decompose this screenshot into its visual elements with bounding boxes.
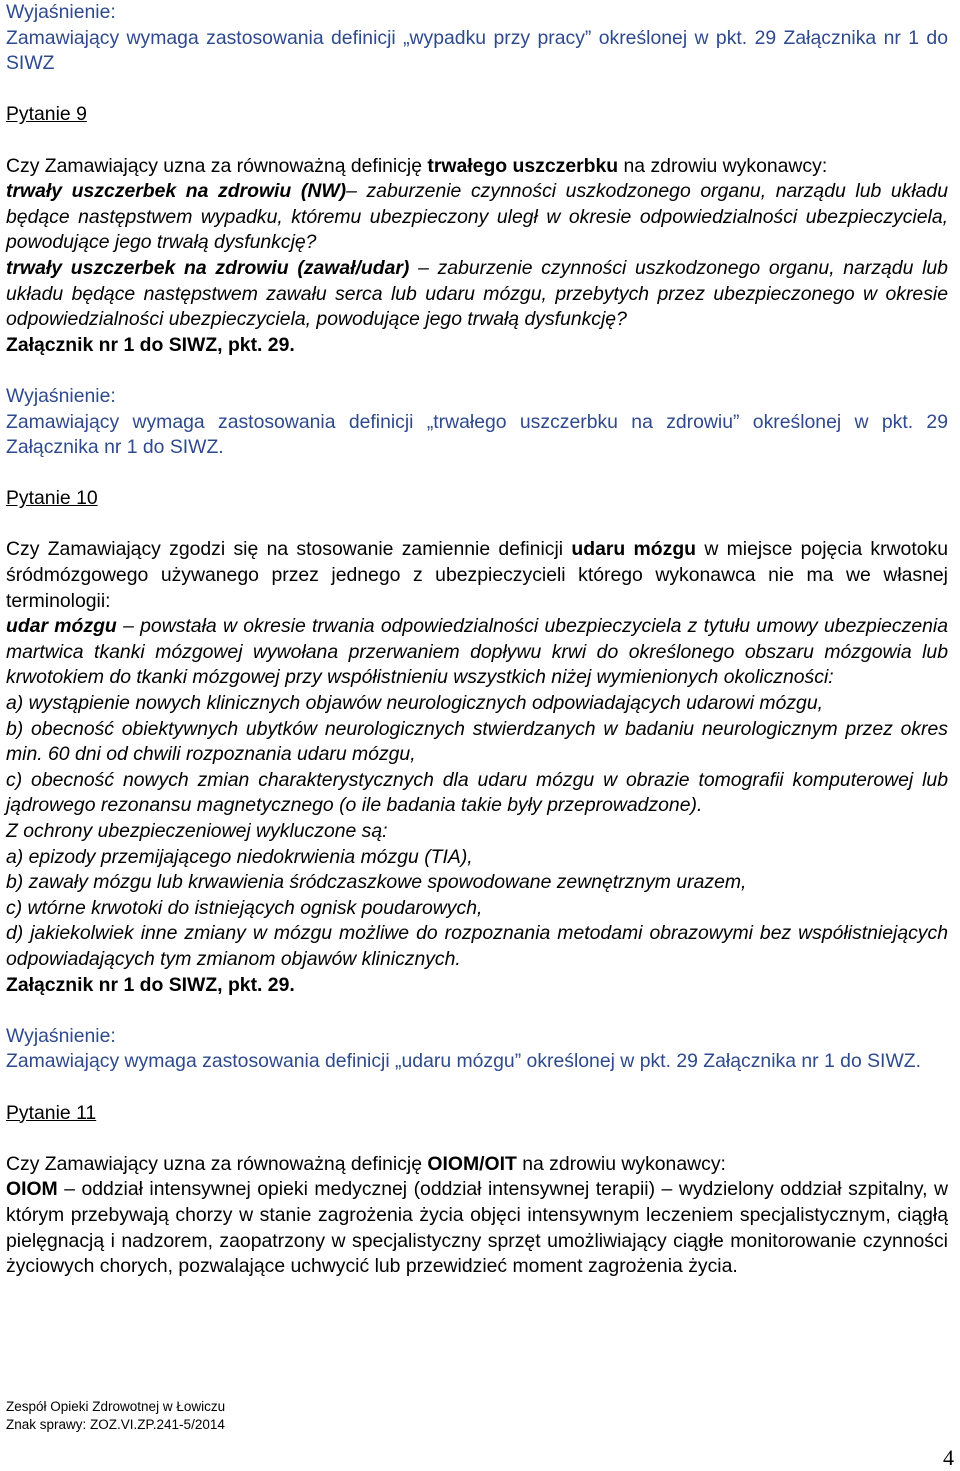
intro-text-end: na zdrowiu wykonawcy: bbox=[618, 154, 828, 177]
list-item: b) obecność obiektywnych ubytków neurologicznych stwierdzanych w badaniu neurologicznym przez okres min. 60 dni od chwili rozpoznania udaru mózgu, bbox=[6, 717, 948, 766]
intro-text: Czy Zamawiający uzna za równoważną definicję bbox=[6, 1152, 428, 1175]
explanation-label: Wyjaśnienie: bbox=[6, 384, 116, 407]
intro-text: Czy Zamawiający uzna za równoważną definicję bbox=[6, 154, 428, 177]
footer-case-number: Znak sprawy: ZOZ.VI.ZP.241-5/2014 bbox=[6, 1416, 225, 1432]
list-item: a) wystąpienie nowych klinicznych objawów neurologicznych odpowiadających udarowi mózgu, bbox=[6, 692, 823, 715]
list-item: c) obecność nowych zmian charakterystycznych dla udaru mózgu w obrazie tomografii komputerowej lub jądrowego rezonansu magnetycznego (o ile badania takie były przeprowadzone). bbox=[6, 768, 948, 817]
question-intro bbox=[6, 154, 948, 180]
attachment-reference: Załącznik nr 1 do SIWZ, pkt. 29. bbox=[6, 333, 295, 356]
definition-term: trwały uszczerbek na zdrowiu (zawał/udar) bbox=[6, 256, 410, 279]
question-heading-text: Pytanie 10 bbox=[6, 487, 98, 510]
intro-bold-term: trwałego uszczerbku bbox=[427, 154, 619, 177]
exclusion-item: c) wtórne krwotoki do istniejących ognisk poudarowych, bbox=[6, 896, 483, 919]
exclusion-item: a) epizody przemijającego niedokrwienia mózgu (TIA), bbox=[6, 845, 473, 868]
question-heading bbox=[6, 486, 948, 512]
definition-body: – oddział intensywnej opieki medycznej (oddział intensywnej terapii) – wydzielony oddział szpitalny, w którym przebywają chorzy w stanie zagrożenia życia objęci intensywnym leczeniem specjalistycznym, ciągłą pielęgnacją i nadzorem, zaopatrzony w specjalistyczny sprzęt umożliwiający ciągłe monitorowanie czynności życiowych chorych, pozwalające uchwycić lub przewidzieć moment zagrożenia życia. bbox=[6, 1178, 948, 1278]
page-number: 4 bbox=[943, 1445, 954, 1470]
definition-body: – zaburzenie czynności uszkodzonego organu, narządu lub układu będące następstwem zawału serca lub udaru mózgu, przebytych przez ubezpieczonego w okresie odpowiedzialności ubezpieczyciela, powodujące jego trwałą dysfunkcję? bbox=[6, 256, 948, 331]
attachment-reference: Załącznik nr 1 do SIWZ, pkt. 29. bbox=[6, 973, 295, 996]
intro-text: Czy Zamawiający zgodzi się na stosowanie zamiennie definicji bbox=[6, 538, 572, 561]
explanation-text: Zamawiający wymaga zastosowania definicji „wypadku przy pracy” określonej w pkt. 29 Załącznika nr 1 do SIWZ bbox=[6, 26, 948, 75]
exclusion-item: d) jakiekolwiek inne zmiany w mózgu możliwe do rozpoznania metodami obrazowymi bez współistniejących odpowiadających tym zmianom objawów klinicznych. bbox=[6, 922, 948, 970]
definition-body: – powstała w okresie trwania odpowiedzialności ubezpieczyciela z tytułu umowy ubezpieczenia martwica tkanki mózgowej wywołana przerwaniem dopływu krwi do określonego obszaru mózgowia lub krwotokiem do tkanki mózgowej przy współistnieniu wszystkich niżej wymienionych okoliczności: bbox=[6, 615, 948, 689]
explanation-label: Wyjaśnienie: bbox=[6, 1024, 116, 1047]
definition-oiom bbox=[6, 1177, 948, 1279]
explanation-label: Wyjaśnienie: bbox=[6, 1, 116, 23]
question-heading bbox=[6, 102, 948, 128]
definition-udar bbox=[6, 614, 948, 691]
definition-body: – zaburzenie czynności uszkodzonego organu, narządu lub układu będące następstwem wypadku, któremu ubezpieczony uległ w okresie odpowiedzialności ubezpieczyciela, powodujące jego trwałą dysfunkcję? bbox=[6, 180, 948, 254]
page-footer bbox=[6, 1398, 225, 1433]
intro-text-end: na zdrowiu wykonawcy: bbox=[516, 1152, 726, 1175]
question-heading bbox=[6, 1101, 948, 1127]
definition-nw bbox=[6, 179, 948, 256]
definition-term: udar mózgu bbox=[6, 615, 117, 638]
question-intro bbox=[6, 1152, 948, 1178]
footer-organization: Zespół Opieki Zdrowotnej w Łowiczu bbox=[6, 1399, 226, 1414]
definition-term: trwały uszczerbek na zdrowiu (NW) bbox=[6, 180, 347, 203]
exclusion-item: b) zawały mózgu lub krwawienia śródczaszkowe spowodowane zewnętrznym urazem, bbox=[6, 871, 747, 894]
document-page bbox=[6, 0, 948, 1280]
intro-text-end: w miejsce pojęcia krwotoku śródmózgowego używanego przez jednego z ubezpieczycieli którego wykonawca nie ma we własnej terminologii: bbox=[6, 538, 948, 612]
question-heading-text: Pytanie 11 bbox=[6, 1101, 97, 1124]
question-heading-text: Pytanie 9 bbox=[6, 103, 87, 126]
definition-zawal-udar bbox=[6, 256, 948, 333]
intro-bold-term: OIOM/OIT bbox=[427, 1152, 517, 1175]
exclusions-intro: Z ochrony ubezpieczeniowej wykluczone są: bbox=[6, 820, 388, 842]
definition-term: OIOM bbox=[6, 1178, 58, 1201]
intro-bold-term: udaru mózgu bbox=[571, 538, 697, 561]
explanation-text: Zamawiający wymaga zastosowania definicji „udaru mózgu” określonej w pkt. 29 Załącznika nr 1 do SIWZ. bbox=[6, 1050, 921, 1073]
explanation-text: Zamawiający wymaga zastosowania definicji „trwałego uszczerbku na zdrowiu” określonej w pkt. 29 Załącznika nr 1 do SIWZ. bbox=[6, 410, 948, 459]
question-intro bbox=[6, 537, 948, 614]
